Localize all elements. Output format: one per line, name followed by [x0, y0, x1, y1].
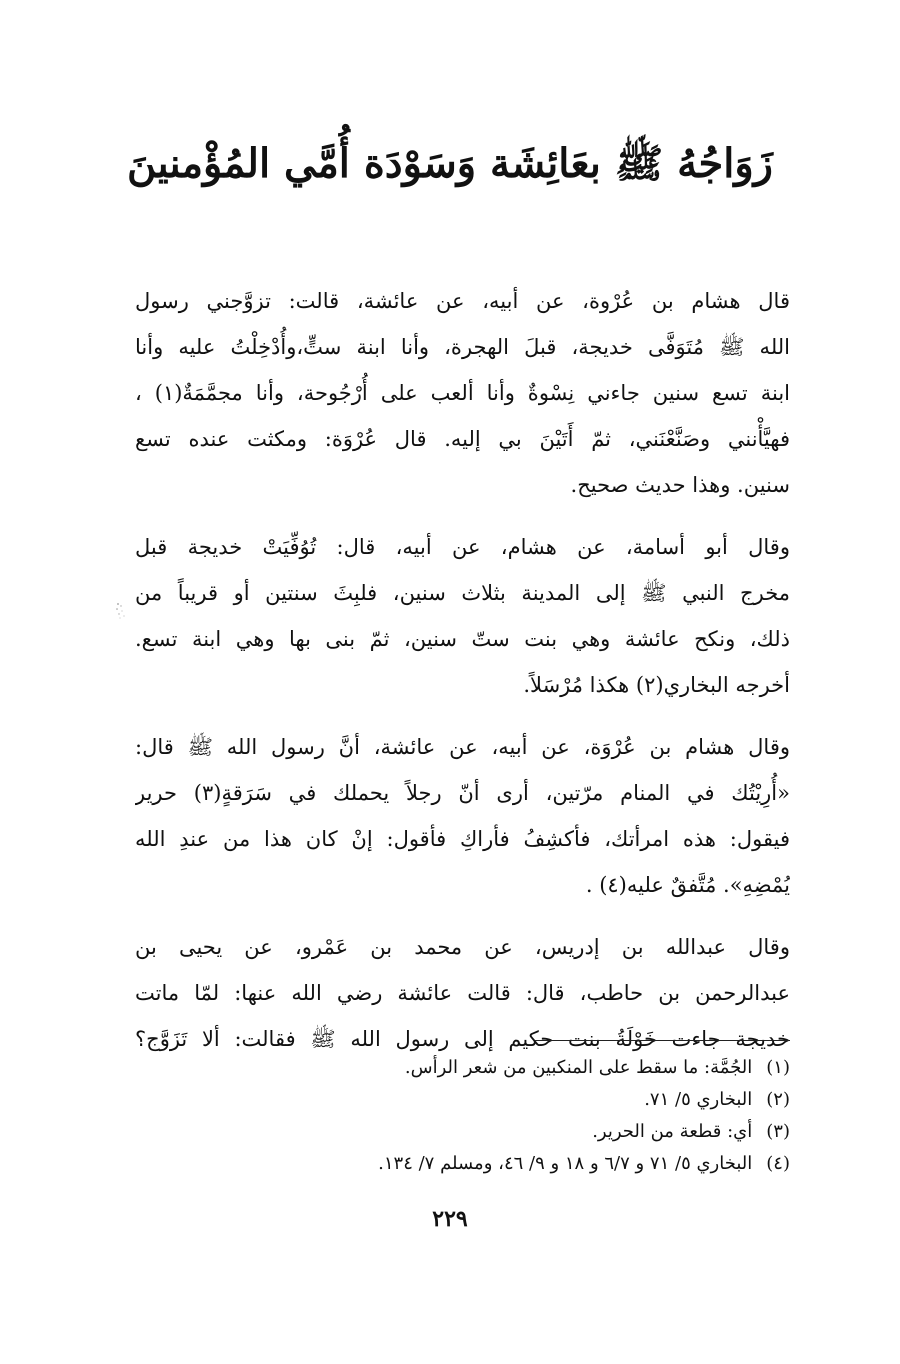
paragraph-4	[135, 924, 790, 1062]
text-line: يُمْضِهِ». مُتَّفقٌ عليه(٤) .	[585, 873, 790, 897]
text-line: وقال عبدالله بن إدريس، عن محمد بن عَمْرو، عن يحيى بن	[135, 935, 790, 959]
footnote-3	[280, 1116, 790, 1148]
page-number: ٢٢٩	[432, 1206, 468, 1232]
footnote-number: (٣)	[766, 1121, 790, 1142]
text-line: فيقول: هذه امرأتك، فأكشِفُ فأراكِ فأقول: إنْ كان هذا من عندِ الله	[135, 827, 790, 851]
text-line: مخرج النبي ﷺ إلى المدينة بثلاث سنين، فلبِثَ سنتين أو قريباً من	[135, 581, 790, 605]
footnote-text: الجُمَّة: ما سقط على المنكبين من شعر الرأس.	[404, 1057, 753, 1078]
footnote-1	[280, 1052, 790, 1084]
paragraph-1	[135, 278, 790, 508]
paragraph-3	[135, 724, 790, 908]
text-line: وقال هشام بن عُرْوَة، عن أبيه، عن عائشة، أنَّ رسول الله ﷺ قال:	[135, 735, 790, 759]
footnotes	[280, 1052, 790, 1180]
text-line: الله ﷺ مُتَوَفَّى خديجة، قبلَ الهجرة، وأنا ابنة ستٍّ،وأُدْخِلْتُ عليه وأنا	[135, 335, 790, 359]
footnote-2	[280, 1084, 790, 1116]
footnote-4	[280, 1148, 790, 1180]
text-line: أخرجه البخاري(٢) هكذا مُرْسَلاً.	[523, 673, 790, 697]
text-line: ابنة تسع سنين جاءني نِسْوةٌ وأنا ألعب على أُرْجُوحة، وأنا مجمَّمَةٌ(١) ،	[135, 381, 790, 405]
footnote-number: (٤)	[766, 1153, 790, 1174]
paper-speck-marks	[112, 600, 132, 622]
text-line: ذلك، ونكح عائشة وهي بنت ستّ سنين، ثمّ بنى بها وهي ابنة تسع.	[135, 627, 790, 651]
text-line: عبدالرحمن بن حاطب، قال: قالت عائشة رضي الله عنها: لمّا ماتت	[135, 981, 790, 1005]
text-line: وقال أبو أسامة، عن هشام، عن أبيه، قال: تُوُفِّيَتْ خديجة قبل	[135, 535, 790, 559]
text-line: قال هشام بن عُرْوة، عن أبيه، عن عائشة، قالت: تزوَّجني رسول	[135, 289, 790, 313]
paragraph-2	[135, 524, 790, 708]
footnote-text: أي: قطعة من الحرير.	[592, 1121, 753, 1142]
text-line: «أُرِيْتُك في المنام مرّتين، أرى أنّ رجلاً يحملك في سَرَقةٍ(٣) حرير	[135, 781, 790, 805]
footnote-number: (١)	[766, 1057, 790, 1078]
text-line: فهيَّأْنني وصَنَّعْنَني، ثمّ أَتَيْنَ بي إليه. قال عُرْوَة: ومكثت عنده تسع	[135, 427, 790, 451]
main-text	[135, 278, 790, 1062]
footnote-divider	[535, 1040, 790, 1041]
footnote-number: (٢)	[766, 1089, 790, 1110]
footnote-text: البخاري ٥/ ٧١ و ٦/٧ و ١٨ و ٩/ ٤٦، ومسلم ٧/ ١٣٤.	[378, 1153, 753, 1174]
text-line: سنين. وهذا حديث صحيح.	[570, 473, 790, 497]
footnote-text: البخاري ٥/ ٧١.	[644, 1089, 753, 1110]
chapter-title: زَوَاجُهُ ﷺ بعَائِشَة وَسَوْدَة أُمَّي المُؤْمنينَ	[127, 140, 773, 187]
text-line: خديجة جاءت خَوْلَةُ بنت حكيم إلى رسول الله ﷺ فقالت: ألا تَزَوَّج؟	[135, 1027, 790, 1051]
